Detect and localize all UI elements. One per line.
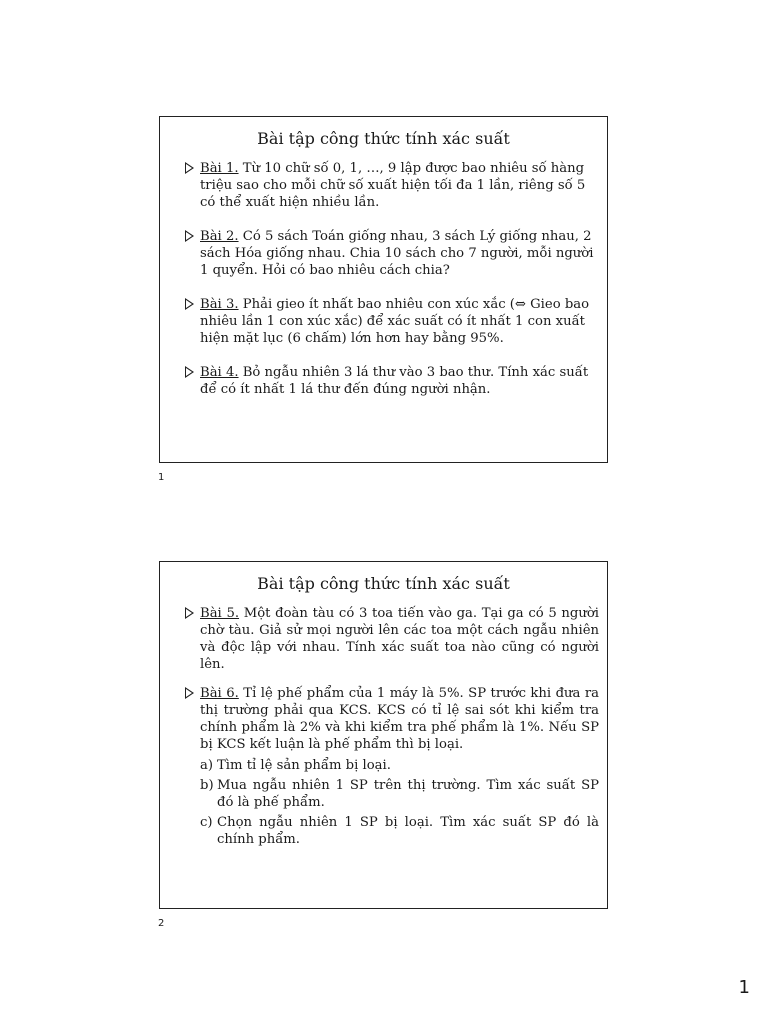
- exercise-list: [160, 605, 607, 848]
- exercise-text: Từ 10 chữ số 0, 1, …, 9 lập được bao nhiêu số hàng triệu sao cho mỗi chữ số xuất hiện tối đa 1 lần, riêng số 5 có thể xuất hiện nhiều lần.: [200, 161, 586, 210]
- sub-question-text: Mua ngẫu nhiên 1 SP trên thị trường. Tìm xác suất SP đó là phế phẩm.: [217, 778, 599, 810]
- exercise-text: Một đoàn tàu có 3 toa tiến vào ga. Tại ga có 5 người chờ tàu. Giả sử mọi người lên các toa một cách ngẫu nhiên và độc lập với nhau. Tính xác suất toa nào cũng có người lên.: [200, 606, 599, 672]
- sub-question-list: [200, 757, 599, 848]
- exercise-list: [160, 160, 607, 398]
- exercise-item: [200, 228, 599, 279]
- exercise-text: Bỏ ngẫu nhiên 3 lá thư vào 3 bao thư. Tính xác suất để có ít nhất 1 lá thư đến đúng người nhận.: [200, 365, 589, 397]
- sub-question: [200, 777, 599, 811]
- triangle-bullet-icon: [185, 162, 194, 174]
- sub-question: [200, 814, 599, 848]
- slide-page-number: 1: [158, 472, 165, 483]
- triangle-bullet-icon: [185, 687, 194, 699]
- sub-question-letter: b): [200, 778, 214, 793]
- triangle-bullet-icon: [185, 230, 194, 242]
- exercise-item: [200, 605, 599, 673]
- exercise-item: [200, 296, 599, 347]
- triangle-bullet-icon: [185, 366, 194, 378]
- slide-page-number: 2: [158, 918, 165, 929]
- exercise-text: Phải gieo ít nhất bao nhiêu con xúc xắc (⇔ Gieo bao nhiêu lần 1 con xúc xắc) để xác suất có ít nhất 1 con xuất hiện mặt lục (6 chấm) lớn hơn hay bằng 95%.: [200, 297, 590, 346]
- triangle-bullet-icon: [185, 607, 194, 619]
- sub-question-text: Tìm tỉ lệ sản phẩm bị loại.: [217, 758, 391, 773]
- exercise-text: Tỉ lệ phế phẩm của 1 máy là 5%. SP trước khi đưa ra thị trường phải qua KCS. KCS có tỉ lệ sai sót khi kiểm tra chính phẩm là 2% và khi kiểm tra phế phẩm là 1%. Nếu SP bị KCS kết luận là phế phẩm thì bị loại.: [200, 686, 600, 752]
- slide-title: Bài tập công thức tính xác suất: [257, 574, 510, 593]
- exercise-label: Bài 3.: [200, 297, 239, 312]
- sub-question-letter: c): [200, 815, 213, 830]
- triangle-bullet-icon: [185, 298, 194, 310]
- exercise-label: Bài 6.: [200, 686, 239, 701]
- exercise-label: Bài 4.: [200, 365, 239, 380]
- slide-title: Bài tập công thức tính xác suất: [257, 129, 510, 148]
- sheet-page-number: 1: [738, 977, 750, 998]
- exercise-text: Có 5 sách Toán giống nhau, 3 sách Lý giống nhau, 2 sách Hóa giống nhau. Chia 10 sách cho 7 người, mỗi người 1 quyển. Hỏi có bao nhiêu cách chia?: [200, 229, 594, 278]
- exercise-label: Bài 2.: [200, 229, 239, 244]
- exercise-label: Bài 1.: [200, 161, 239, 176]
- exercise-label: Bài 5.: [200, 606, 240, 621]
- slide-2: [159, 561, 608, 909]
- sub-question-letter: a): [200, 758, 214, 773]
- exercise-item: [200, 364, 599, 398]
- slide-1: [159, 116, 608, 463]
- exercise-item: [200, 685, 599, 848]
- exercise-item: [200, 160, 599, 211]
- sub-question-text: Chọn ngẫu nhiên 1 SP bị loại. Tìm xác suất SP đó là chính phẩm.: [217, 815, 599, 847]
- sub-question: [200, 757, 599, 774]
